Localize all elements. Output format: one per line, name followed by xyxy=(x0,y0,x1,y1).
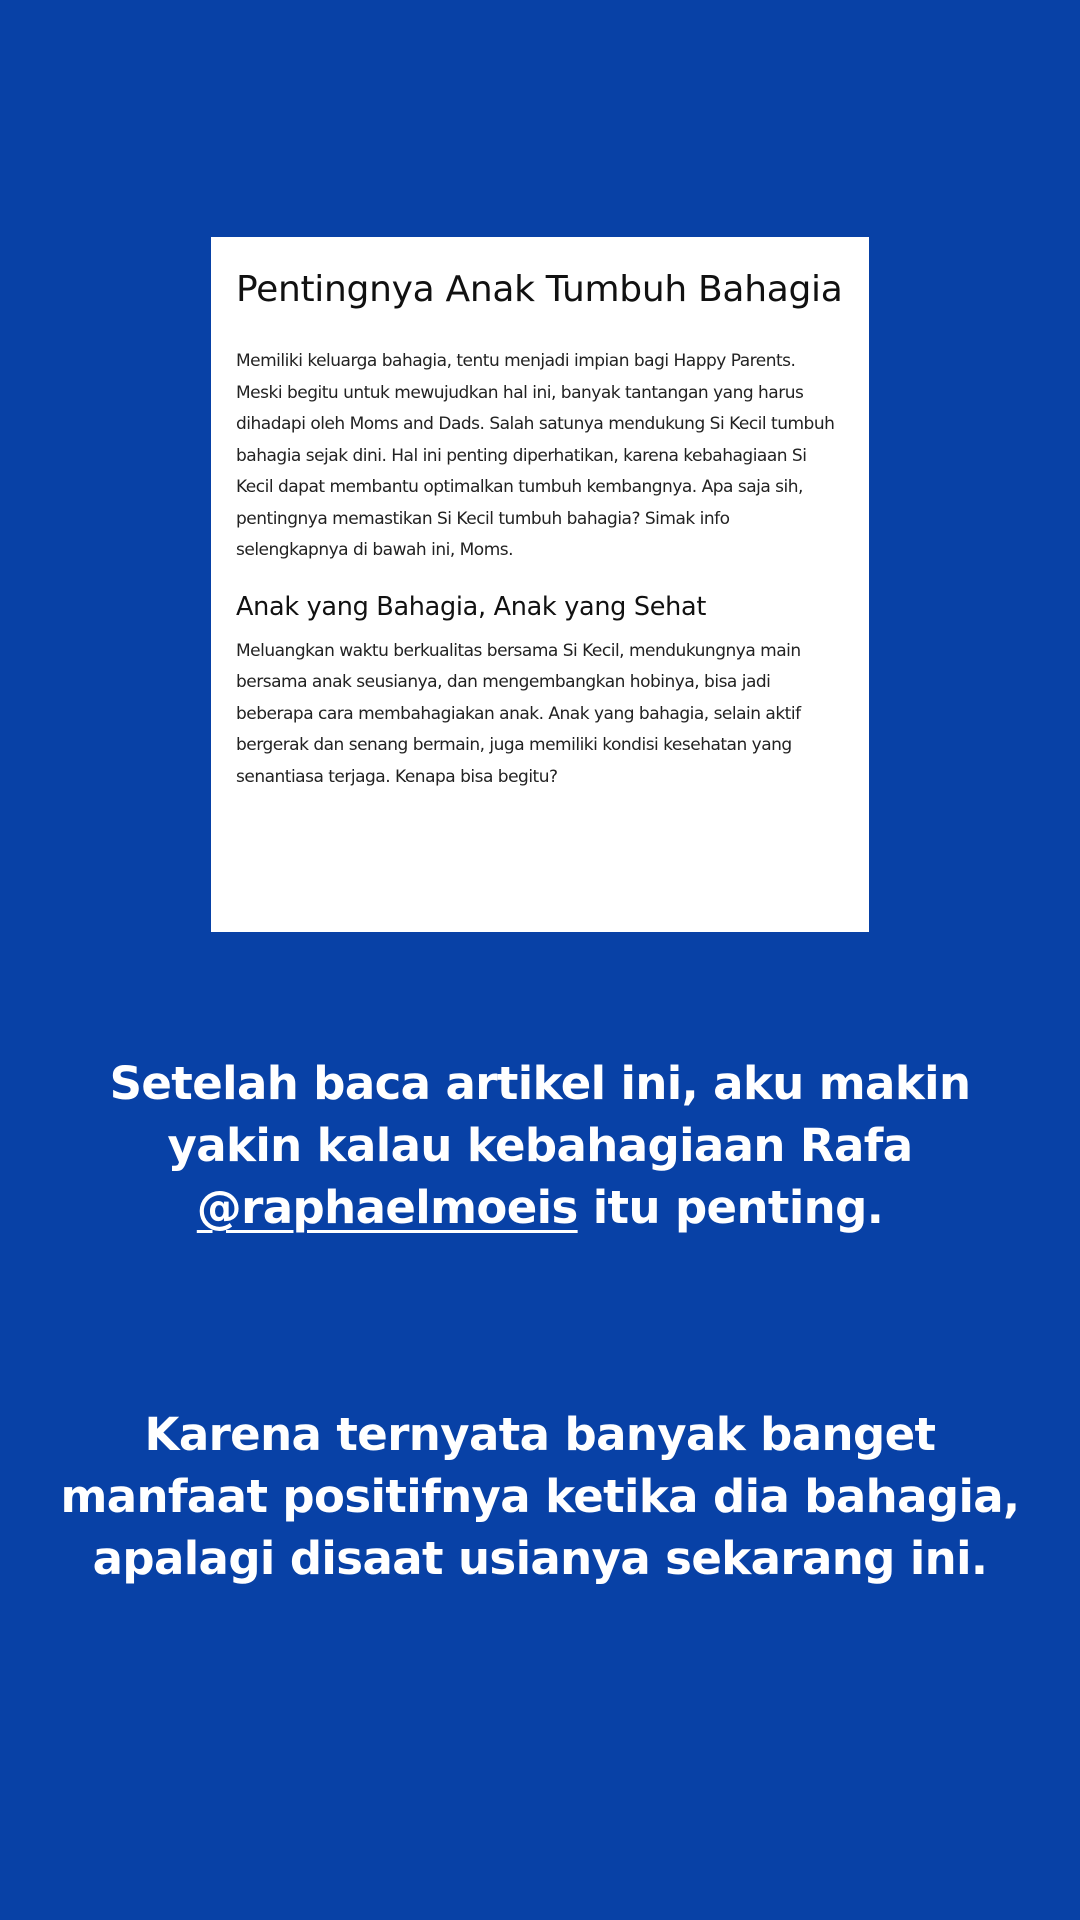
story-caption-1-end: itu penting. xyxy=(577,1181,884,1234)
story-caption-2: Karena ternyata banyak banget manfaat positifnya ketika dia bahagia, apalagi disaat usianya sekarang ini. xyxy=(60,1408,1020,1585)
user-mention-link[interactable]: @raphaelmoeis xyxy=(196,1181,578,1234)
article-screenshot-card xyxy=(211,237,869,932)
article-subtitle: Anak yang Bahagia, Anak yang Sehat xyxy=(236,591,707,622)
story-caption-1-text: Setelah baca artikel ini, aku makin yakin kalau kebahagiaan Rafa xyxy=(109,1057,971,1172)
story-caption-1 xyxy=(40,1053,1040,1239)
article-paragraph-1: Memiliki keluarga bahagia, tentu menjadi impian bagi Happy Parents. Meski begitu untuk mewujudkan hal ini, banyak tantangan yang harus dihadapi oleh Moms and Dads. Salah satunya mendukung Si Kecil tumbuh bahagia sejak dini. Hal ini penting diperhatikan, karena kebahagiaan Si Kecil dapat membantu optimalkan tumbuh kembangnya. Apa saja sih, pentingnya memastikan Si Kecil tumbuh bahagia? Simak info selengkapnya di bawah ini, Moms. xyxy=(236,351,835,560)
article-paragraph-2: Meluangkan waktu berkualitas bersama Si Kecil, mendukungnya main bersama anak seusianya, dan mengembangkan hobinya, bisa jadi beberapa cara membahagiakan anak. Anak yang bahagia, selain aktif bergerak dan senang bermain, juga memiliki kondisi kesehatan yang senantiasa terjaga. Kenapa bisa begitu? xyxy=(236,640,801,787)
article-title: Pentingnya Anak Tumbuh Bahagia xyxy=(236,269,843,310)
